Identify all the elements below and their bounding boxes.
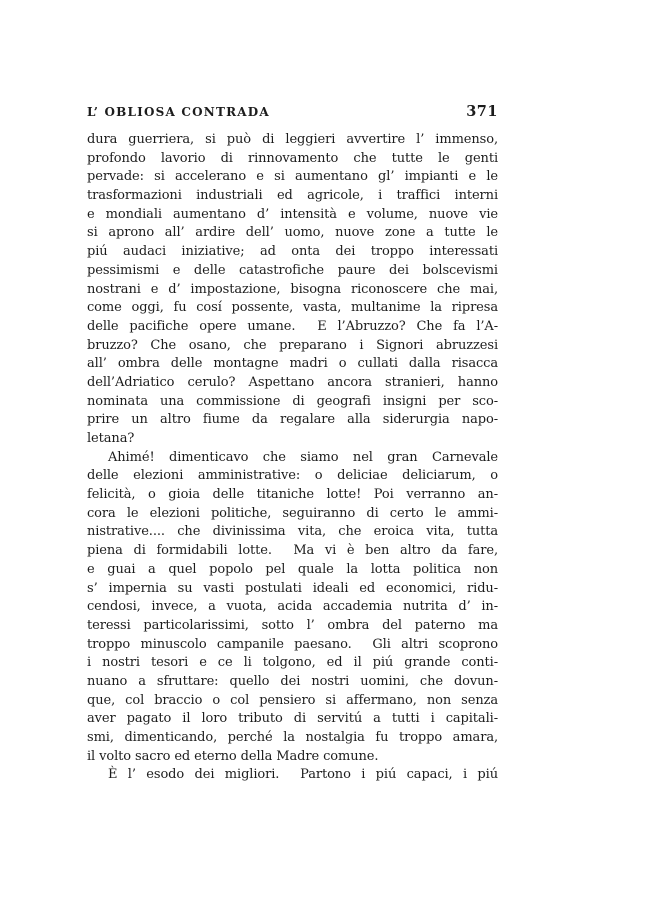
text-line: pervade: si accelerano e si aumentano gl’ impianti e le <box>87 169 498 185</box>
text-line: delle pacifiche opere umane. E l’Abruzzo? Che fa l’A- <box>87 318 498 334</box>
text-line: aver pagato il loro tributo di servitú a tutti i capitali- <box>87 711 498 727</box>
text-line: pessimismi e delle catastrofiche paure dei bolscevismi <box>87 262 498 278</box>
text-line: bruzzo? Che osano, che preparano i Signori abruzzesi <box>87 337 498 353</box>
text-line: e mondiali aumentano d’ intensità e volume, nuove vie <box>87 206 498 222</box>
text-line: nominata una commissione di geografi insigni per sco- <box>87 393 498 409</box>
text-line: e guai a quel popolo pel quale la lotta politica non <box>87 561 498 577</box>
text-line: piú audaci iniziative; ad onta dei troppo interessati <box>87 244 498 260</box>
page-body <box>87 131 498 785</box>
page-header <box>87 103 498 120</box>
text-line: profondo lavorio di rinnovamento che tutte le genti <box>87 150 498 166</box>
page-number: 371 <box>466 103 498 120</box>
text-line: il volto sacro ed eterno della Madre comune. <box>87 748 379 764</box>
text-line: dell’Adriatico cerulo? Aspettano ancora stranieri, hanno <box>87 374 498 390</box>
text-line: letana? <box>87 431 135 446</box>
text-line: nuano a sfruttare: quello dei nostri uomini, che dovun- <box>87 673 498 689</box>
text-line: piena di formidabili lotte. Ma vi è ben altro da fare, <box>87 543 498 559</box>
text-line: nistrative.... che divinissima vita, che eroica vita, tutta <box>87 524 498 540</box>
text-line: nostrani e d’ impostazione, bisogna riconoscere che mai, <box>87 281 498 297</box>
text-line: come oggi, fu cosí possente, vasta, multanime la ripresa <box>87 300 498 316</box>
running-title: L’ OBLIOSA CONTRADA <box>87 105 270 119</box>
text-line: felicità, o gioia delle titaniche lotte! Poi verranno an- <box>87 487 498 503</box>
text-line: all’ ombra delle montagne madri o cullati dalla risacca <box>87 356 498 372</box>
text-line: cora le elezioni politiche, seguiranno di certo le ammi- <box>87 505 498 521</box>
text-line: s’ impernia su vasti postulati ideali ed economici, ridu- <box>87 580 498 596</box>
text-line: delle elezioni amministrative: o deliciae deliciarum, o <box>87 468 498 484</box>
text-line: teressi particolarissimi, sotto l’ ombra del paterno ma <box>87 617 498 633</box>
text-line: È l’ esodo dei migliori. Partono i piú capaci, i piú <box>108 767 498 783</box>
text-line: que, col braccio o col pensiero si affermano, non senza <box>87 692 498 708</box>
text-line: prire un altro fiume da regalare alla siderurgia napo- <box>87 412 498 428</box>
text-line: dura guerriera, si può di leggieri avvertire l’ immenso, <box>87 132 498 147</box>
text-line: troppo minuscolo campanile paesano. Gli altri scoprono <box>87 636 498 652</box>
text-line: si aprono all’ ardire dell’ uomo, nuove zone a tutte le <box>87 225 498 241</box>
text-line: cendosi, invece, a vuota, acida accademia nutrita d’ in- <box>87 599 498 615</box>
text-line: trasformazioni industriali ed agricole, i traffici interni <box>87 188 498 204</box>
text-line: i nostri tesori e ce li tolgono, ed il piú grande conti- <box>87 655 498 671</box>
text-line: smi, dimenticando, perché la nostalgia fu troppo amara, <box>87 730 498 745</box>
text-line: Ahimé! dimenticavo che siamo nel gran Carnevale <box>108 449 498 465</box>
